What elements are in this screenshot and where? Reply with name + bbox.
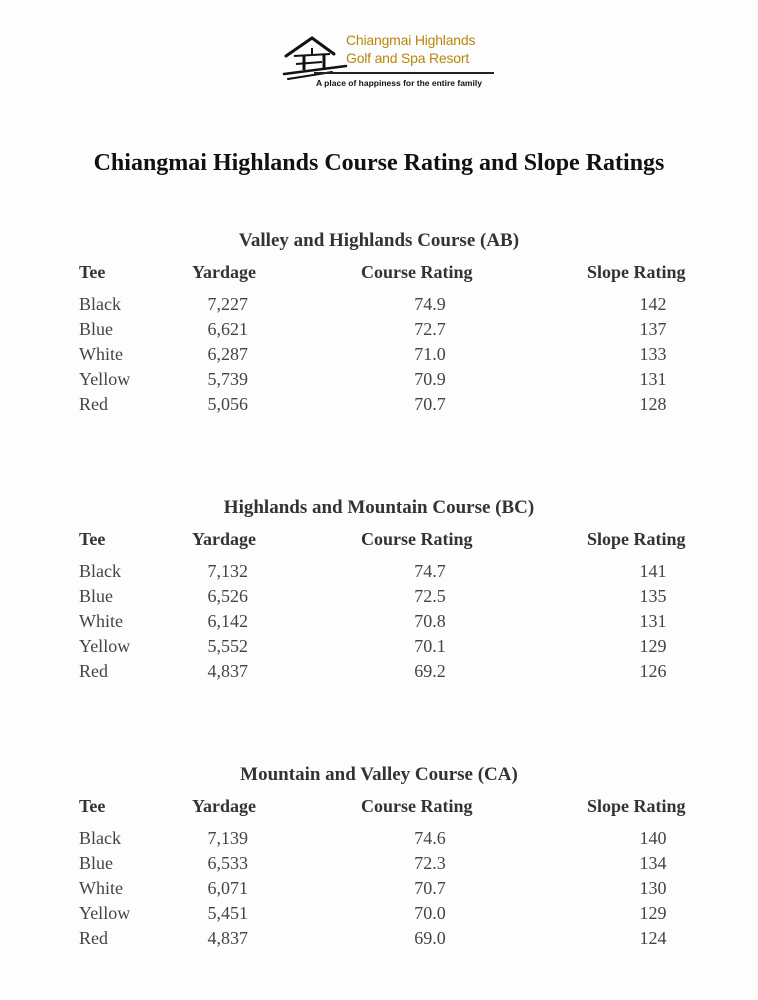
header-tee: Tee [79, 796, 106, 816]
cell-course-rating: 71.0 [414, 344, 446, 364]
cell-yardage: 6,621 [207, 319, 248, 339]
cell-slope-rating: 129 [639, 636, 667, 656]
header-slope-rating: Slope Rating [587, 529, 686, 549]
cell-slope-rating: 131 [639, 369, 667, 389]
table-row [0, 294, 758, 319]
cell-course-rating: 74.9 [414, 294, 446, 314]
cell-tee: Blue [79, 319, 113, 339]
table-row [0, 636, 758, 661]
cell-course-rating: 70.9 [414, 369, 446, 389]
cell-slope-rating: 135 [639, 586, 667, 606]
page-title: Chiangmai Highlands Course Rating and Slope Ratings [93, 150, 665, 176]
cell-yardage: 6,071 [207, 878, 248, 898]
cell-slope-rating: 137 [639, 319, 667, 339]
header-yardage: Yardage [192, 529, 256, 549]
table-header [0, 796, 758, 822]
cell-course-rating: 70.1 [414, 636, 446, 656]
brand-line-1: Chiangmai Highlands [346, 32, 476, 48]
cell-yardage: 5,739 [207, 369, 248, 389]
cell-slope-rating: 141 [639, 561, 667, 581]
cell-yardage: 6,287 [207, 344, 248, 364]
cell-yardage: 5,552 [207, 636, 248, 656]
cell-slope-rating: 129 [639, 903, 667, 923]
cell-yardage: 7,227 [207, 294, 248, 314]
table-header [0, 529, 758, 555]
cell-tee: Yellow [79, 369, 131, 389]
table-row [0, 853, 758, 878]
cell-course-rating: 70.7 [414, 878, 446, 898]
cell-slope-rating: 130 [639, 878, 667, 898]
cell-yardage: 7,139 [207, 828, 248, 848]
cell-course-rating: 70.7 [414, 394, 446, 414]
cell-tee: Yellow [79, 903, 131, 923]
table-row [0, 611, 758, 636]
table-row [0, 928, 758, 953]
table-row [0, 586, 758, 611]
cell-slope-rating: 142 [639, 294, 667, 314]
table-row [0, 369, 758, 394]
cell-tee: Black [79, 828, 121, 848]
table-row [0, 903, 758, 928]
cell-tee: Blue [79, 586, 113, 606]
cell-course-rating: 72.3 [414, 853, 446, 873]
section-heading: Mountain and Valley Course (CA) [240, 764, 518, 785]
header-tee: Tee [79, 262, 106, 282]
header-yardage: Yardage [192, 796, 256, 816]
cell-course-rating: 69.0 [414, 928, 446, 948]
resort-logo [282, 30, 502, 92]
cell-slope-rating: 124 [639, 928, 667, 948]
cell-tee: White [79, 611, 123, 631]
header-course-rating: Course Rating [361, 262, 473, 282]
cell-yardage: 4,837 [207, 928, 248, 948]
header-slope-rating: Slope Rating [587, 796, 686, 816]
table-row [0, 828, 758, 853]
cell-tee: Red [79, 661, 108, 681]
logo-tagline: A place of happiness for the entire family [316, 78, 482, 88]
table-header [0, 262, 758, 288]
table-row [0, 394, 758, 419]
header-tee: Tee [79, 529, 106, 549]
table-row [0, 661, 758, 686]
header-course-rating: Course Rating [361, 529, 473, 549]
cell-yardage: 6,142 [207, 611, 248, 631]
cell-tee: Blue [79, 853, 113, 873]
cell-slope-rating: 140 [639, 828, 667, 848]
cell-tee: White [79, 344, 123, 364]
cell-course-rating: 70.8 [414, 611, 446, 631]
section-heading: Valley and Highlands Course (AB) [238, 230, 520, 251]
cell-tee: Black [79, 294, 121, 314]
course-section [0, 762, 758, 953]
table-row [0, 319, 758, 344]
table-row [0, 878, 758, 903]
cell-course-rating: 72.7 [414, 319, 446, 339]
section-heading: Highlands and Mountain Course (BC) [223, 497, 535, 518]
cell-tee: Black [79, 561, 121, 581]
course-section [0, 495, 758, 686]
cell-course-rating: 74.6 [414, 828, 446, 848]
cell-course-rating: 72.5 [414, 586, 446, 606]
cell-yardage: 7,132 [207, 561, 248, 581]
header-slope-rating: Slope Rating [587, 262, 686, 282]
cell-tee: White [79, 878, 123, 898]
cell-yardage: 5,451 [207, 903, 248, 923]
cell-yardage: 5,056 [207, 394, 248, 414]
cell-yardage: 6,526 [207, 586, 248, 606]
cell-course-rating: 70.0 [414, 903, 446, 923]
cell-tee: Red [79, 928, 108, 948]
cell-yardage: 6,533 [207, 853, 248, 873]
cell-tee: Yellow [79, 636, 131, 656]
brand-line-2: Golf and Spa Resort [346, 50, 470, 66]
cell-yardage: 4,837 [207, 661, 248, 681]
table-row [0, 561, 758, 586]
header-yardage: Yardage [192, 262, 256, 282]
cell-slope-rating: 133 [639, 344, 667, 364]
cell-slope-rating: 134 [639, 853, 667, 873]
logo-rule [314, 72, 494, 74]
course-section [0, 228, 758, 419]
cell-slope-rating: 131 [639, 611, 667, 631]
cell-course-rating: 74.7 [414, 561, 446, 581]
cell-tee: Red [79, 394, 108, 414]
cell-course-rating: 69.2 [414, 661, 446, 681]
table-row [0, 344, 758, 369]
header-course-rating: Course Rating [361, 796, 473, 816]
cell-slope-rating: 128 [639, 394, 667, 414]
cell-slope-rating: 126 [639, 661, 667, 681]
